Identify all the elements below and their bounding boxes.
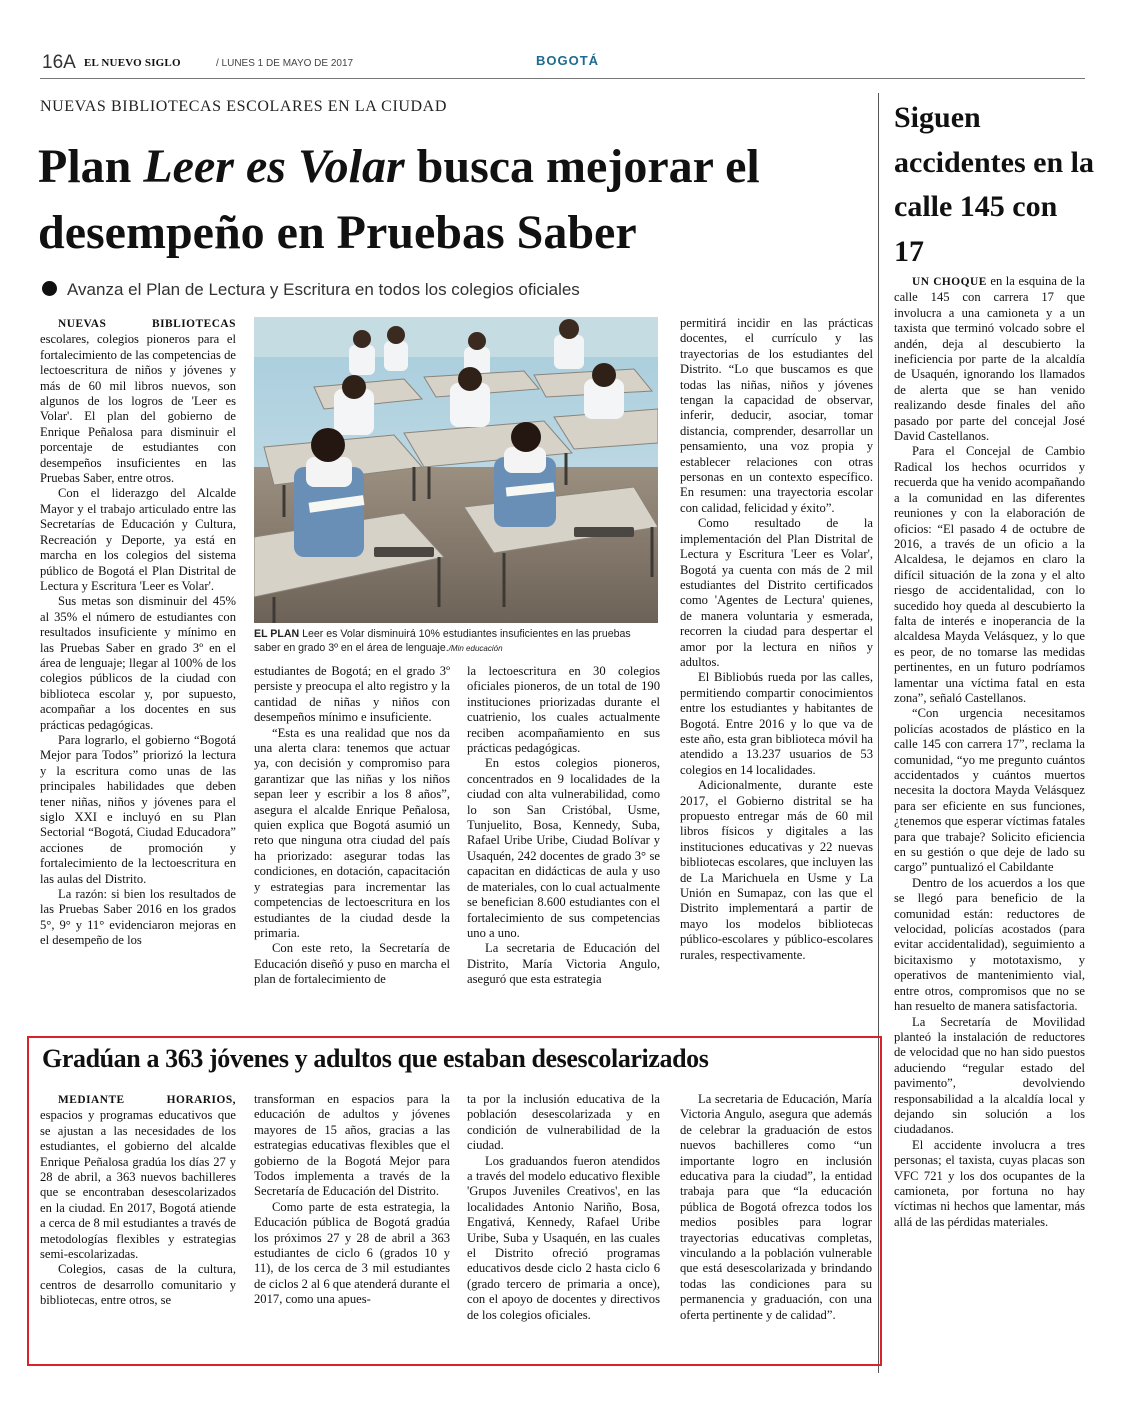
caption-text: Leer es Volar disminuirá 10% estudiantes insuficientes en las pruebas saber en grado 3º en el área de lenguaje.: [254, 628, 631, 654]
paragraph: “Esta es una realidad que nos da una alerta clara: tenemos que actuar ya, con decisión y compromiso para garantizar que las niñas y los niños sepan leer y escribir a los 8 años”, asegura el alcalde Enrique Peñalosa, quien explica que Bogotá asumió un reto que ninguna otra ciudad del país ha priorizado: asegurar todas las condiciones, en dotación, capacitación y estrategias para incrementar las competencias de lectoescritura en los estudiantes de la ciudad desde la primaria.: [254, 725, 450, 940]
paragraph: estudiantes de Bogotá; en el grado 3º persiste y preocupa el alto registro y la cantidad de niñas y niños con desempeños mínimo e insuficiente.: [254, 664, 450, 725]
paragraph: “Con urgencia necesitamos policías acostados de plástico en la calle 145 con carrera 17”, reclama la comunidad, “yo me pregunto cuántos accidentados y cuántos muertos necesita la doctora Mayda Velásquez para ser eficiente en sus funciones, ¿tenemos que esperar víctimas fatales para que trabaje? Solicito eficiencia en su gestión o que deje de lado su cargo” puntualizó el Cabildante: [894, 706, 1085, 875]
sidebar-body: [894, 274, 1085, 1374]
page-header: [40, 48, 1085, 79]
paragraph: El accidente involucra a tres personas; el taxista, cuyas placas son VFC 721 y los dos ocupantes de la camioneta, por fortuna no hay víctimas ni hechos que lamentar, más allá de las pérdidas materiales.: [894, 1137, 1085, 1229]
paragraph: El Bibliobús rueda por las calles, permitiendo compartir conocimientos entre los estudiantes y habitantes de Bogotá. Entre 2016 y lo que va de este año, esta gran biblioteca móvil ha atendido a 13.237 usuarios de 53 colegios en 14 localidades.: [680, 670, 873, 777]
article-column-2: [254, 664, 450, 1032]
paragraph: La secretaria de Educación, María Victoria Angulo, asegura que además de celebrar la graduación de estos nuevos bachilleres como “un importante logro en inclusión educativa para la ciudad”, la entidad trabaja para que “la educación pública de Bogotá ofrezca todos los medios posibles para lograr trayectorias educativas completas, vinculando a la población vulnerable que está desescolarizada y brindando todas las condiciones para su permanencia y graduación, con una oferta pertinente y de calidad”.: [680, 1092, 872, 1322]
boxed-column-2: [254, 1092, 450, 1356]
section-name: BOGOTÁ: [536, 53, 600, 68]
headline-part-2: busca mejorar el desempeño en Pruebas Saber: [38, 140, 760, 260]
article-kicker: NUEVAS BIBLIOTECAS ESCOLARES EN LA CIUDAD: [40, 98, 447, 115]
paragraph-text: escolares, colegios pioneros para el fortalecimiento de las competencias de lectoescritura de niños y jóvenes y más de 60 mil libros nuevos, son algunos de los logros de 'Leer es Volar'. El plan del gobierno de Enrique Peñalosa para disminuir el porcentaje de estudiantes con desempeños insuficientes en las Pruebas Saber, entre otros.: [40, 332, 236, 486]
paragraph-text: en la esquina de la calle 145 con carrera 17 que involucra a una camioneta y a un taxista que terminó volcado sobre el andén, deja al descubierto la ineficiencia por parte de la alcaldía de Usaquén, ignorando los llamados de alerta que se han venido realizando desde finales del año pasado por parte del concejal José David Castellanos.: [894, 274, 1085, 444]
caption-lead: EL PLAN: [254, 628, 300, 640]
paragraph: Adicionalmente, durante este 2017, el Gobierno distrital se ha propuesto entregar más de 60 mil libros físicos y digitales a las instituciones educativas y 22 nuevas bibliotecas escolares, que incluyen las de La Marichuela en Usme y La Unión en Sumapaz, con las que el Distrito implementará a partir de mayo los modelos bibliotecas público-escolares y público-escolares rurales, respectivamente.: [680, 778, 873, 962]
paragraph: Para el Concejal de Cambio Radical los hechos ocurridos y recuerda que ha venido acompañando a la comunidad en las diferentes reuniones y con la elaboración de oficios: “El pasado 4 de octubre de 2016, a través de un oficio a la Alcaldesa, le dejamos en claro la difícil situación de la zona y el alto riesgo de accidentalidad, con lo sucedido hoy queda al descubierto la falta de interés e inoperancia de la alcaldesa Mayda Velásquez, y lo que es peor, de no tomarse las medidas pertinentes, en un futuro podríamos lamentar una víctima fatal en esta zona”, señaló Castellanos.: [894, 444, 1085, 705]
paragraph: Como parte de esta estrategia, la Educación pública de Bogotá gradúa los próximos 27 y 28 de abril a 363 estudiantes de ciclo 6 (grados 10 y 11), de los cerca de 3 mil estudiantes de ciclos 2 al 6 que atenderá durante el 2017, como una apues-: [254, 1199, 450, 1307]
issue-date: / LUNES 1 DE MAYO DE 2017: [216, 58, 354, 69]
boxed-column-3: [467, 1092, 660, 1356]
paper-name: EL NUEVO SIGLO: [84, 57, 181, 69]
paragraph: Sus metas son disminuir del 45% al 35% el número de estudiantes con resultados insuficiente y mínimo en las Pruebas Saber en grado 3º en el área de lenguaje; llegar al 100% de los colegios públicos de la ciudad con biblioteca escolar y, por supuesto, acompañar a los docentes en sus prácticas pedagógicas.: [40, 594, 236, 732]
classroom-photo: [254, 317, 658, 623]
lead-in: MEDIANTE HORARIOS,: [58, 1094, 236, 1106]
article-column-3: [467, 664, 660, 1032]
paragraph: Como resultado de la implementación del Plan Distrital de Lectura y Escritura 'Leer es Volar', Bogotá ya cuenta con más de 2 mil estudiantes del Distrito certificados como 'Agentes de Lectura' quienes, de manera voluntaria y esmerada, recorren la ciudad para despertar el amor por la lectura en niños y adultos.: [680, 516, 873, 669]
paragraph: Colegios, casas de la cultura, centros de desarrollo comunitario y bibliotecas, entre otros, se: [40, 1262, 236, 1308]
paragraph: permitirá incidir en las prácticas docentes, el currículo y las trayectorias de los estudiantes del Distrito. “Lo que buscamos es que todas las niñas, niños y jóvenes tengan la capacidad de observar, inferir, deducir, asociar, tomar distancia, comprender, desarrollar un pensamiento, una voz propia y establecer relaciones con otras personas en un contexto específico. En resumen: una trayectoria escolar con calidad, felicidad y éxito”.: [680, 316, 873, 515]
article-headline: [38, 134, 878, 266]
boxed-column-4: [680, 1092, 872, 1356]
paragraph-text: espacios y programas educativos que se ajustan a las necesidades de los estudiantes, el gobierno del alcalde Enrique Peñalosa gradúa los días 27 y 28 de abril, a 363 nuevos bachilleres que se encontraban desescolarizados en la ciudad. En 2017, Bogotá atiende a cerca de 8 mil estudiantes a través de metodologías flexibles y estrategias semi-escolarizadas.: [40, 1108, 236, 1262]
paragraph: transforman en espacios para la educación de adultos y jóvenes mayores de 15 años, gracias a las estrategias educativas flexibles que el gobierno de la Bogotá Mejor para Todos implementa a través de la Secretaría de Educación del Distrito.: [254, 1092, 450, 1199]
boxed-article-headline: Gradúan a 363 jóvenes y adultos que estaban desescolarizados: [42, 1044, 709, 1073]
subhead-text: Avanza el Plan de Lectura y Escritura en todos los colegios oficiales: [67, 280, 580, 299]
paragraph: Con el liderazgo del Alcalde Mayor y el trabajo articulado entre las Secretarías de Educación y Cultura, Recreación y Deporte, ya está en marcha en los colegios del sistema público de Bogotá el Plan Distrital de Lectura y Escritura 'Leer es Volar'.: [40, 486, 236, 593]
paragraph: Para lograrlo, el gobierno “Bogotá Mejor para Todos” priorizó la lectura y la escritura como unas de las principales habilidades que deben tener niñas, niños y jóvenes para el siglo XXI e incluyó en su Plan Sectorial “Bogotá, Ciudad Educadora” acciones de promoción y fortalecimiento de la lectoescritura en las aulas del Distrito.: [40, 732, 236, 886]
lead-in: NUEVAS BIBLIOTECAS: [58, 318, 236, 330]
paragraph: La razón: si bien los resultados de las Pruebas Saber 2016 en los grados 5°, 9° y 11° evidenciaron mejoras en el desempeño de los: [40, 887, 236, 948]
paragraph: [40, 1092, 236, 1262]
paragraph: [40, 316, 236, 486]
paragraph: [894, 274, 1085, 444]
sidebar-headline: Siguen accidentes en la calle 145 con 17: [894, 101, 1094, 268]
paragraph: Dentro de los acuerdos a los que se llegó para beneficio de la comunidad están: reductores de velocidad, policías acostados (para evitar accidentalidad), seguimiento a bicitaxismo y mototaxismo, y operativos de mantenimiento vial, entre otros, compromisos que no se han resuelto de manera satisfactoria.: [894, 875, 1085, 1014]
page-number: 16A: [42, 52, 76, 73]
photo-caption: [254, 627, 658, 656]
paragraph: La secretaria de Educación del Distrito, María Victoria Angulo, aseguró que esta estrategia: [467, 941, 660, 987]
paragraph: la lectoescritura en 30 colegios oficiales pioneros, de un total de 190 instituciones priorizadas durante el cuatrienio, los cuales actualmente reciben acompañamiento en sus prácticas pedagógicas.: [467, 664, 660, 756]
photo-credit: /Min educación: [448, 644, 503, 653]
article-column-1: [40, 316, 236, 1032]
headline-part-1: Plan: [38, 140, 144, 193]
headline-italic: Leer es Volar: [143, 140, 405, 193]
paragraph: ta por la inclusión educativa de la población desescolarizada y en condición de vulnerabilidad de la ciudad.: [467, 1092, 660, 1153]
boxed-column-1: [40, 1092, 236, 1356]
paragraph: La Secretaría de Movilidad planteó la instalación de reductores de velocidad que no han sido puestos aduciendo “regular estado del pavimento”, devolviendo responsabilidad a la alcaldía local y dejando sin solución a los ciudadanos.: [894, 1014, 1085, 1137]
lead-in: UN CHOQUE: [912, 276, 987, 288]
paragraph: Con este reto, la Secretaría de Educación diseñó y puso en marcha el plan de fortalecimiento de: [254, 941, 450, 987]
bullet-icon: [42, 281, 57, 296]
article-column-4: [680, 316, 873, 1032]
paragraph: En estos colegios pioneros, concentrados en 9 localidades de la ciudad con alta vulnerabilidad, como lo son San Cristóbal, Usme, Tunjuelito, Bosa, Kennedy, Suba, Rafael Uribe Uribe, Ciudad Bolívar y Usaquén, 242 docentes de grado 3° se capacitan en didácticas de aula y uso de materiales, con lo cual actualmente se benefician 8.600 estudiantes con el fortalecimiento de sus competencias uno a uno.: [467, 756, 660, 940]
paragraph: Los graduandos fueron atendidos a través del modelo educativo flexible 'Grupos Juveniles Creativos', en las localidades Antonio Nariño, Bosa, Engativá, Kennedy, Rafael Uribe Uribe, Suba y Usaquén, en las cuales el Distrito ofreció programas educativos desde ciclo 2 hasta ciclo 6 (grado tercero de primaria a once), con el apoyo de docentes y directivos de los colegios oficiales.: [467, 1153, 660, 1322]
article-subhead: [42, 280, 862, 300]
